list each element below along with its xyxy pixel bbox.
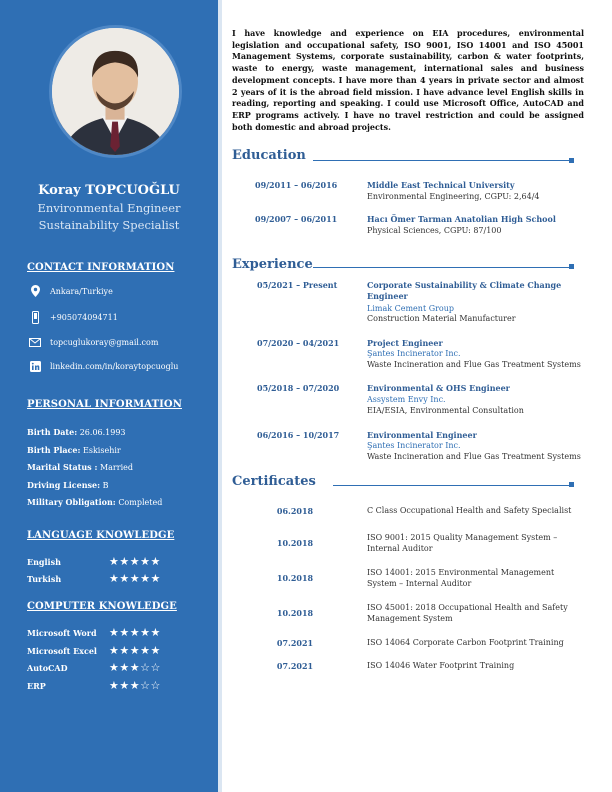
certificate-date: 06.2018 — [276, 506, 314, 516]
personal-item: Marital Status : Married — [27, 462, 133, 472]
certificates-heading: Certificates — [232, 474, 316, 489]
personal-item: Birth Place: Eskisehir — [27, 445, 121, 455]
certificate-date: 10.2018 — [276, 538, 314, 548]
certificate-text: ISO 9001: 2015 Quality Management System – Internal Auditor — [367, 533, 558, 553]
section-divider-dot — [569, 264, 574, 269]
location-pin-icon — [27, 285, 43, 297]
profile-photo — [49, 25, 182, 158]
software-name: AutoCAD — [27, 663, 68, 673]
certificate-text: ISO 14064 Corporate Carbon Footprint Training — [367, 638, 564, 647]
software-name: Microsoft Excel — [27, 646, 97, 656]
computer-heading: COMPUTER KNOWLEDGE — [27, 601, 177, 612]
education-detail: Environmental Engineering, CGPU: 2,64/4 — [367, 192, 540, 201]
experience-detail: EIA/ESIA, Environmental Consultation — [367, 406, 524, 415]
star-rating-icon: ★★★★★ — [109, 572, 161, 585]
personal-item: Military Obligation: Completed — [27, 497, 163, 507]
experience-detail: Construction Material Manufacturer — [367, 314, 516, 323]
linkedin-link[interactable]: linkedin.com/in/koraytopcuoglu — [50, 361, 179, 371]
experience-title: Corporate Sustainability & Climate Change Engineer — [367, 280, 562, 301]
personal-item: Birth Date: 26.06.1993 — [27, 427, 126, 437]
education-heading: Education — [232, 148, 306, 163]
software-name: Microsoft Word — [27, 628, 97, 638]
location-text: Ankara/Turkiye — [50, 286, 113, 296]
section-divider — [313, 160, 571, 161]
language-name: English — [27, 557, 61, 567]
experience-date: 05/2018 – 07/2020 — [257, 383, 340, 393]
contact-linkedin — [27, 360, 178, 372]
certificate-text: C Class Occupational Health and Safety Specialist — [367, 506, 572, 515]
language-name: Turkish — [27, 574, 62, 584]
contact-phone — [27, 311, 118, 323]
section-divider-dot — [569, 158, 574, 163]
email-link[interactable]: topcuglukoray@gmail.com — [50, 337, 159, 347]
experience-org: Assystem Envy Inc. — [367, 395, 446, 404]
contact-location — [27, 285, 113, 297]
experience-title: Environmental Engineer — [367, 430, 477, 440]
phone-text[interactable]: +905074094711 — [50, 312, 118, 322]
contact-heading: CONTACT INFORMATION — [27, 262, 175, 273]
experience-title: Environmental & OHS Engineer — [367, 383, 510, 393]
star-rating-icon: ★★★☆☆ — [109, 679, 161, 692]
experience-org: Şantes Incinerator Inc. — [367, 441, 461, 450]
education-school: Middle East Technical University — [367, 180, 515, 190]
education-school: Hacı Ömer Tarman Anatolian High School — [367, 214, 556, 224]
person-name: Koray TOPCUOĞLU — [38, 183, 180, 198]
experience-date: 07/2020 – 04/2021 — [257, 338, 340, 348]
certificate-date: 07.2021 — [276, 661, 314, 671]
sidebar — [0, 0, 218, 792]
summary-paragraph: I have knowledge and experience on EIA procedures, environmental legislation and occupational safety, ISO 9001, ISO 14001 and ISO 45001 Management Systems, corporate sustainability, carbon & water footprints, waste to energy, waste management, international sales and business development concepts. I have more than 4 years in private sector and almost 2 years of it is the abroad field mission. I have advance level English skills in reading, reporting and speaking. I could use Microsoft Office, AutoCAD and ERP programs actively. I have no travel restriction and could be assigned both domestic and abroad projects. — [232, 28, 584, 132]
language-heading: LANGUAGE KNOWLEDGE — [27, 530, 175, 541]
experience-org: Limak Cement Group — [367, 304, 455, 313]
star-rating-icon: ★★★☆☆ — [109, 661, 161, 674]
sidebar-divider — [218, 0, 222, 792]
role-title-2: Sustainability Specialist — [38, 218, 180, 232]
personal-heading: PERSONAL INFORMATION — [27, 399, 182, 410]
education-date: 09/2011 – 06/2016 — [255, 180, 338, 190]
section-divider — [333, 485, 571, 486]
software-name: ERP — [27, 681, 46, 691]
section-divider-dot — [569, 482, 574, 487]
certificate-date: 07.2021 — [276, 638, 314, 648]
experience-title: Project Engineer — [367, 338, 443, 348]
personal-item: Driving License: B — [27, 480, 109, 490]
experience-org: Şantes Incinerator Inc. — [367, 349, 461, 358]
star-rating-icon: ★★★★★ — [109, 555, 161, 568]
star-rating-icon: ★★★★★ — [109, 644, 161, 657]
certificate-text: ISO 14001: 2015 Environmental Management System – Internal Auditor — [367, 568, 555, 588]
experience-date: 06/2016 – 10/2017 — [257, 430, 340, 440]
profile-photo-illustration — [52, 28, 179, 155]
certificate-text: ISO 14046 Water Footprint Training — [367, 661, 515, 670]
education-detail: Physical Sciences, CGPU: 87/100 — [367, 226, 502, 235]
envelope-icon — [27, 336, 43, 348]
certificate-text: ISO 45001: 2018 Occupational Health and Safety Management System — [367, 603, 568, 623]
education-date: 09/2007 – 06/2011 — [255, 214, 338, 224]
experience-detail: Waste Incineration and Flue Gas Treatment Systems — [367, 360, 581, 369]
experience-detail: Waste Incineration and Flue Gas Treatment Systems — [367, 452, 581, 461]
linkedin-icon — [27, 360, 43, 372]
phone-icon — [27, 311, 43, 323]
experience-date: 05/2021 – Present — [257, 280, 338, 290]
role-title-1: Environmental Engineer — [37, 201, 181, 215]
certificate-date: 10.2018 — [276, 573, 314, 583]
section-divider — [313, 267, 571, 268]
certificate-date: 10.2018 — [276, 608, 314, 618]
star-rating-icon: ★★★★★ — [109, 626, 161, 639]
contact-email — [27, 336, 158, 348]
experience-heading: Experience — [232, 257, 313, 272]
